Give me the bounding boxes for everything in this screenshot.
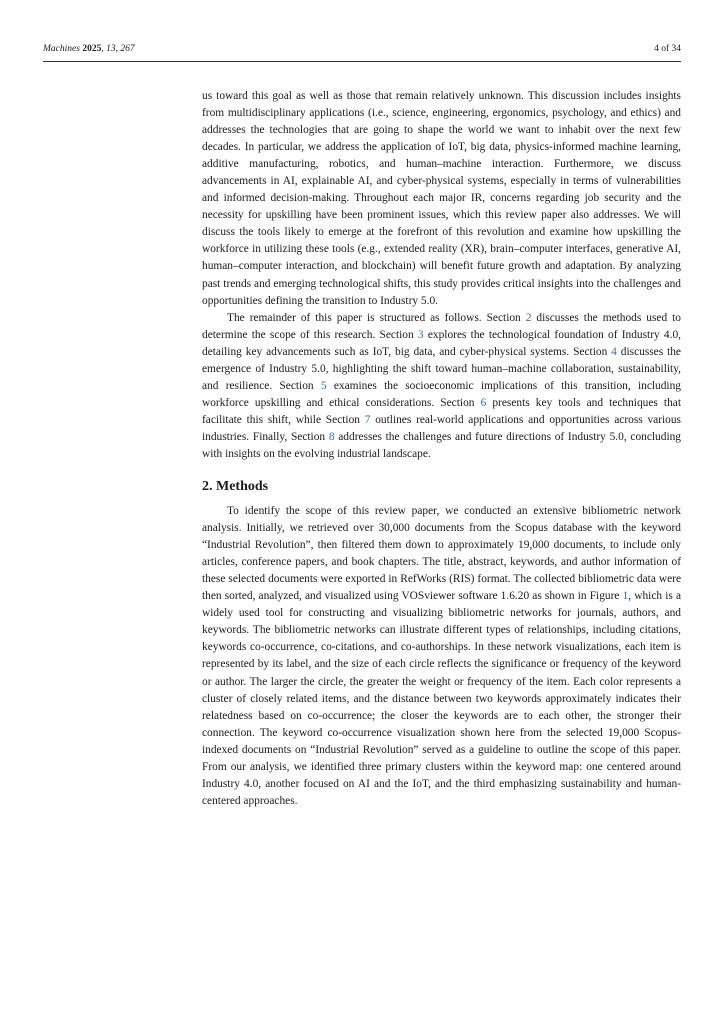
text-span: outlines real-world applications and opportunities across various industries. Finally, Section [202, 413, 681, 443]
text-span: explores the technological foundation of Industry 4.0, detailing key advancements such as IoT, big data, and cyber-physical systems. Section [202, 328, 681, 358]
section-link-6[interactable]: 6 [480, 396, 487, 409]
section-link-3[interactable]: 3 [417, 328, 424, 341]
section-link-4[interactable]: 4 [611, 345, 617, 358]
text-span: To identify the scope of this review paper, we conducted an extensive bibliometric network analysis. Initially, we retrieved over 30,000 documents from the Scopus database with the keyword “Industrial Revolution”, then filtered them down to approximately 19,000 documents, to include only articles, conference papers, and book chapters. The title, abstract, keywords, and author information of these selected documents were exported in RefWorks (RIS) format. The collected bibliometric data were then sorted, analyzed, and visualized using VOSviewer software 1.6.20 as shown in Figure [202, 505, 681, 603]
journal-citation [43, 44, 135, 54]
page-number: 4 of 34 [654, 44, 681, 54]
journal-volume: , 13, 267 [101, 44, 135, 54]
paragraph-methods [202, 503, 681, 810]
journal-year: 2025 [82, 44, 102, 54]
section-heading-methods: 2. Methods [202, 479, 269, 495]
section-link-8[interactable]: 8 [328, 430, 335, 443]
main-content [202, 88, 681, 810]
text-span: presents key tools and techniques that facilitate this shift, while Section [202, 396, 681, 426]
text-span: , which is a widely used tool for constructing and visualizing bibliometric networks for journals, authors, and keywords. The bibliometric networks can illustrate different types of relationships, including citations, keywords co-occurrence, co-citations, and co-authorships. In these network visualizations, each item is represented by its label, and the size of each circle reflects the significance or frequency of the keyword or author. The larger the circle, the greater the weight or frequency of the item. Each color represents a cluster of closely related items, and the distance between two keywords approximately indicates their relatedness based on co-occurrence; the closer the keywords are to each other, the stronger their connection. The keyword co-occurrence visualization shown here from the selected 19,000 Scopus-indexed documents on “Industrial Revolution” served as a guideline to outline the scope of this paper. From our analysis, we identified three primary clusters within the keyword map: one centered around Industry 4.0, another focused on AI and the IoT, and the third emphasizing sustainability and human-centered approaches. [202, 590, 681, 807]
text-span: discusses the emergence of Industry 5.0, highlighting the shift toward human–machine collaboration, sustainability, and resilience. Section [202, 345, 681, 392]
section-link-7[interactable]: 7 [364, 413, 371, 426]
text-span: discusses the methods used to determine the scope of this research. Section [202, 311, 682, 341]
journal-name: Machines [43, 44, 80, 54]
text-span: The remainder of this paper is structured as follows. Section [227, 311, 526, 324]
text-span: addresses the challenges and future directions of Industry 5.0, concluding with insights on the evolving industrial landscape. [202, 430, 681, 460]
paragraph-paper-structure [202, 310, 681, 463]
header-rule [43, 61, 681, 62]
text-span: examines the socioeconomic implications of this transition, including workforce upskilling and ethical considerations. Section [202, 379, 681, 409]
figure-link-1[interactable]: 1 [622, 590, 629, 603]
section-link-5[interactable]: 5 [320, 379, 327, 392]
section-link-2[interactable]: 2 [525, 311, 532, 324]
paragraph-intro-continued: us toward this goal as well as those that remain relatively unknown. This discussion includes insights from multidisciplinary applications (i.e., science, engineering, ergonomics, psychology, and ethics) and addresses the technologies that are going to shape the world we want to inhabit over the next few decades. In particular, we address the application of IoT, big data, physics-informed machine learning, additive manufacturing, robotics, and human–machine interaction. Furthermore, we discuss advancements in AI, explainable AI, and cyber-physical systems, especially in terms of vulnerabilities and informed decision-making. Throughout each major IR, concerns regarding job security and the necessity for upskilling have been prominent issues, which this review paper also addresses. We will discuss the tools likely to emerge at the forefront of this revolution and examine how upskilling the workforce in utilizing these tools (e.g., extended reality (XR), brain–computer interfaces, generative AI, human–computer interaction, and blockchain) will benefit future growth and adaptation. By analyzing past trends and emerging technological shifts, this study provides critical insights into the challenges and opportunities defining the transition to Industry 5.0. [202, 90, 681, 307]
page-header [43, 44, 681, 54]
